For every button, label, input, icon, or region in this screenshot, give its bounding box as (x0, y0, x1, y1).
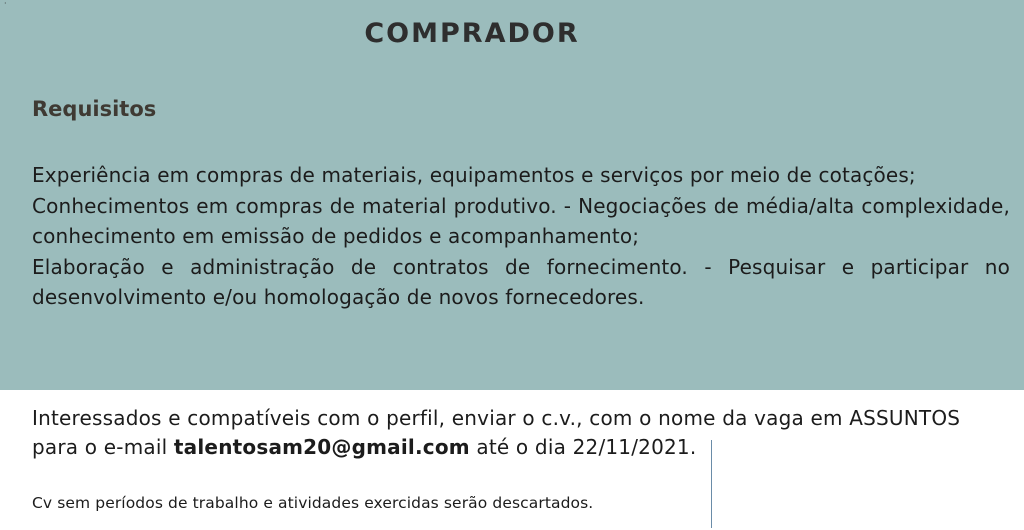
job-title: COMPRADOR (364, 18, 580, 49)
disclaimer-note: Cv sem períodos de trabalho e atividades exercidas serão descartados. (32, 494, 594, 512)
requirement-item: Conhecimentos em compras de material produtivo. - Negociações de média/alta complexidade, conhecimento em emissão de pedidos e acompanhamento; (32, 193, 1010, 248)
corner-marker-icon: · (4, 0, 7, 8)
requirements-list (32, 160, 1010, 313)
contact-email: talentosam20@gmail.com (173, 435, 470, 459)
requirement-item: Experiência em compras de materiais, equipamentos e serviços por meio de cotações; (32, 163, 916, 187)
requirement-item: Elaboração e administração de contratos de fornecimento. - Pesquisar e participar no desenvolvimento e/ou homologação de novos fornecedores. (32, 254, 1010, 309)
contact-text-after: até o dia 22/11/2021. (469, 435, 697, 459)
contact-text-before: Interessados e compatíveis com o perfil, enviar o c.v., com o nome da vaga em ASSUNTOS para o e-mail (32, 406, 961, 459)
requirements-heading: Requisitos (32, 97, 157, 121)
contact-instructions (32, 404, 1012, 462)
text-cursor (711, 440, 712, 528)
